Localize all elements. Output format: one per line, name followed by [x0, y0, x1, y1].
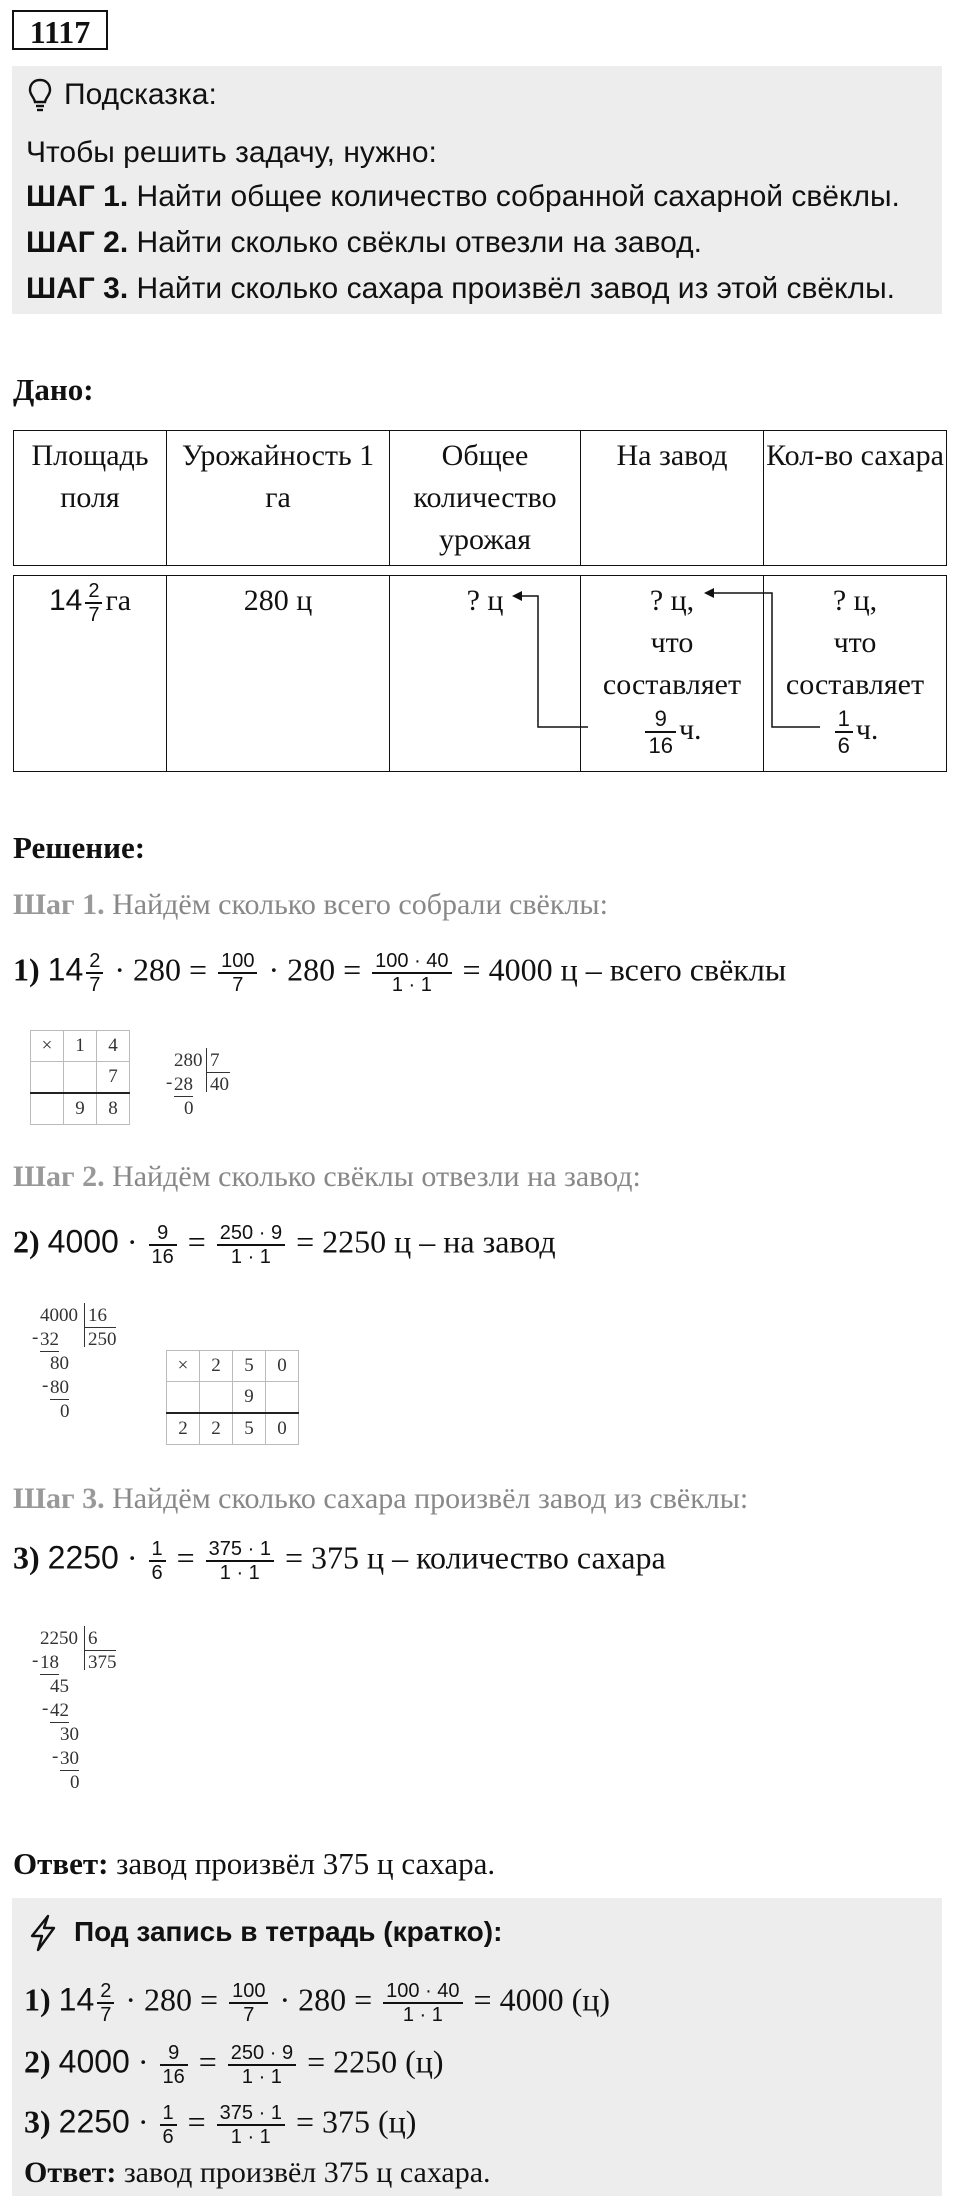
division-3: 2250 6 375 - 18 45 - 42 30 - 30 0	[32, 1628, 117, 1793]
notebook-equation-2: 2) 4000 · $\frac{9}{16}$ = $\frac{250 \cdot 9}{1 \cdot 1}$ = 2250 (ц)	[24, 2042, 444, 2088]
division-2: 4000 16 250 - 32 80 - 80 0	[32, 1305, 117, 1422]
hint-intro: Чтобы решить задачу, нужно:	[26, 136, 437, 169]
cell-area: 14 $\frac{2}{7}$ га	[14, 576, 167, 772]
cell-total: ? ц	[390, 576, 581, 772]
hint-step-3: ШАГ 3. Найти сколько сахара произвёл завод из этой свёклы.	[26, 272, 895, 305]
header-yield: Урожайность 1 га	[167, 431, 390, 566]
hint-title: Подсказка:	[64, 78, 217, 111]
equation-3: 3) 2250 · $\frac{1}{6}$ = $\frac{375 \cdot 1}{1 \cdot 1}$ = 375 ц – количество сахара	[13, 1538, 666, 1584]
header-factory: На завод	[581, 431, 764, 566]
cell-factory: ? ц, что составляет $\frac{9}{16}$ ч.	[581, 576, 764, 772]
multiplication-grid-2: × 2 5 0 9 2 2 5 0	[166, 1350, 299, 1445]
header-area: Площадь поля	[14, 431, 167, 566]
notebook-answer: Ответ: завод произвёл 375 ц сахара.	[24, 2156, 491, 2189]
cell-yield: 280 ц	[167, 576, 390, 772]
equation-1: 1) 14 $\frac{2}{7}$ · 280 = $\frac{100}{7}$ · 280 = $\frac{100 \cdot 40}{1 \cdot 1}$ = 4000 ц – всего свёклы	[13, 950, 787, 996]
header-sugar: Кол-во сахара	[764, 431, 947, 566]
notebook-equation-3: 3) 2250 · $\frac{1}{6}$ = $\frac{375 \cdot 1}{1 \cdot 1}$ = 375 (ц)	[24, 2102, 417, 2148]
notebook-equation-1: 1) 14 $\frac{2}{7}$ · 280 = $\frac{100}{7}$ · 280 = $\frac{100 \cdot 40}{1 \cdot 1}$ = 4000 (ц)	[24, 1980, 611, 2026]
step-1-title: Шаг 1. Найдём сколько всего собрали свёклы:	[13, 888, 608, 921]
multiplication-grid-1: × 1 4 7 9 8	[30, 1030, 130, 1125]
table-arrows	[0, 0, 960, 800]
step-2-title: Шаг 2. Найдём сколько свёклы отвезли на завод:	[13, 1160, 641, 1193]
cell-sugar: ? ц, что составляет $\frac{1}{6}$ ч.	[764, 576, 947, 772]
task-number: 1117	[12, 10, 108, 50]
header-total: Общее количество урожая	[390, 431, 581, 566]
notebook-box	[12, 1898, 942, 2196]
hint-step-2: ШАГ 2. Найти сколько свёклы отвезли на завод.	[26, 226, 702, 259]
given-heading: Дано:	[13, 372, 94, 407]
solution-heading: Решение:	[13, 830, 146, 865]
equation-2: 2) 4000 · $\frac{9}{16}$ = $\frac{250 \cdot 9}{1 \cdot 1}$ = 2250 ц – на завод	[13, 1222, 556, 1268]
step-3-title: Шаг 3. Найдём сколько сахара произвёл завод из свёклы:	[13, 1482, 749, 1515]
division-1: 280 7 40 - 28 0	[166, 1050, 229, 1119]
notebook-title: Под запись в тетрадь (кратко):	[74, 1916, 503, 1947]
answer-line: Ответ: завод произвёл 375 ц сахара.	[13, 1846, 496, 1881]
hint-step-1: ШАГ 1. Найти общее количество собранной сахарной свёклы.	[26, 180, 900, 213]
lightning-icon	[26, 1914, 60, 1957]
